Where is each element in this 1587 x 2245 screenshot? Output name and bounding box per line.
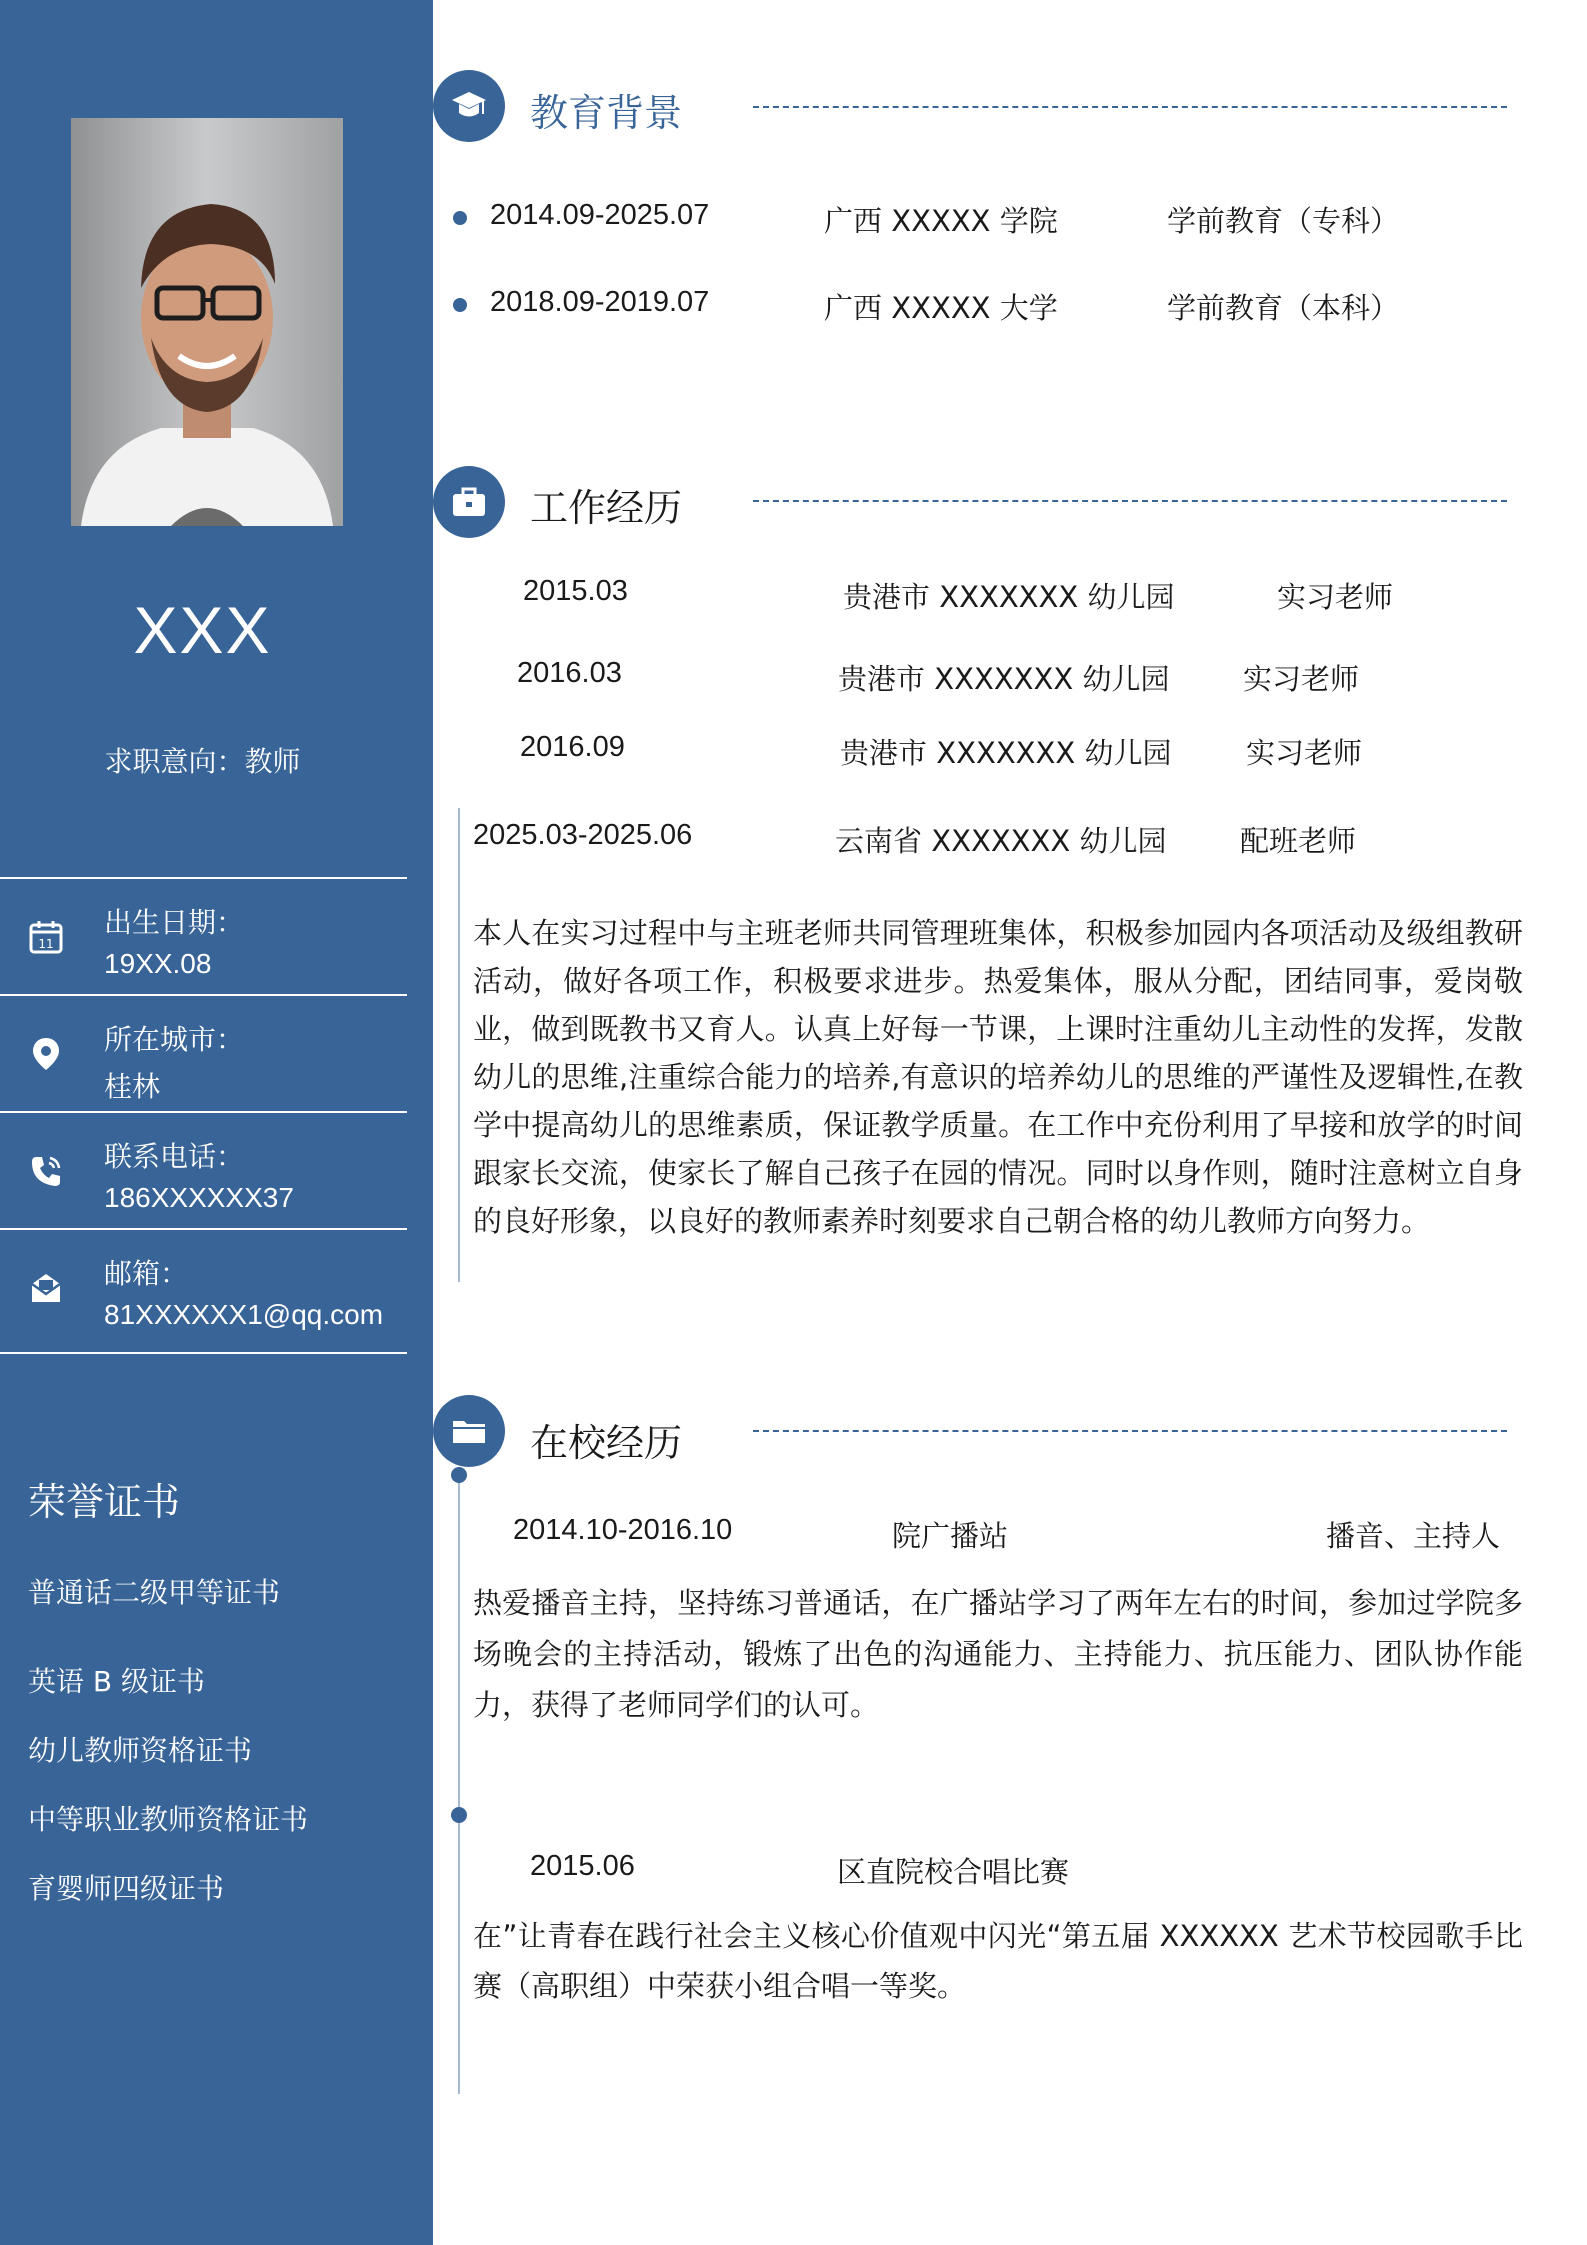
honor-item: 中等职业教师资格证书 — [28, 1803, 309, 1836]
honor-item: 幼儿教师资格证书 — [28, 1734, 253, 1767]
info-divider — [0, 1352, 407, 1354]
work-org: 贵港市 XXXXXXX 幼儿园 — [838, 662, 1170, 696]
sidebar — [0, 0, 433, 2245]
work-description: 本人在实习过程中与主班老师共同管理班集体，积极参加园内各项活动及级组教研活动，做好各项工作，积极要求进步。热爱集体，服从分配，团结同事，爱岗敬业，做到既教书又育人。认真上好每一节课，上课时注重幼儿主动性的发挥，发散幼儿的思维,注重综合能力的培养,有意识的培养幼儿的思维的严谨性及逻辑性,在教学中提高幼儿的思维素质，保证教学质量。在工作中充份利用了早接和放学的时间跟家长交流，使家长了解自己孩子在园的情况。同时以身作则，随时注意树立自身的良好形象，以良好的教师素养时刻要求自己朝合格的幼儿教师方向努力。 — [473, 916, 1523, 1238]
info-value: 81XXXXXX1@qq.com — [104, 1299, 384, 1330]
bullet-dot — [453, 211, 467, 225]
work-org: 贵港市 XXXXXXX 幼儿园 — [843, 580, 1175, 614]
honor-item: 育婴师四级证书 — [28, 1872, 225, 1905]
work-role: 实习老师 — [1243, 662, 1360, 696]
education-school: 广西 XXXXX 大学 — [824, 291, 1058, 325]
work-date: 2016.09 — [520, 731, 625, 763]
info-phone — [0, 1113, 407, 1228]
briefcase-icon — [451, 484, 487, 520]
timeline-line — [458, 808, 460, 1282]
candidate-name: XXX — [133, 593, 272, 667]
education-period: 2014.09-2025.07 — [490, 199, 710, 231]
info-city — [0, 996, 407, 1111]
svg-text:11: 11 — [38, 937, 54, 951]
campus-description: 热爱播音主持，坚持练习普通话，在广播站学习了两年左右的时间，参加过学院多场晚会的主持活动，锻炼了出色的沟通能力、主持能力、抗压能力、团队协作能力，获得了老师同学们的认可。 — [473, 1586, 1523, 1722]
work-date: 2025.03-2025.06 — [473, 819, 693, 851]
timeline-dot — [451, 1467, 467, 1483]
folder-icon — [451, 1413, 487, 1449]
honor-item: 英语 B 级证书 — [28, 1665, 206, 1698]
info-label: 所在城市： — [104, 1023, 245, 1056]
education-section-icon — [433, 70, 505, 142]
info-label: 出生日期： — [104, 906, 245, 939]
campus-org: 院广播站 — [892, 1519, 1009, 1553]
info-value: 19XX.08 — [104, 948, 212, 979]
section-divider — [753, 500, 1507, 502]
location-pin-icon — [28, 1036, 64, 1072]
education-major: 学前教育（本科） — [1167, 291, 1400, 325]
graduation-cap-icon — [451, 88, 487, 124]
work-role: 配班老师 — [1240, 824, 1357, 858]
work-section-title: 工作经历 — [530, 486, 683, 530]
campus-section-title: 在校经历 — [530, 1421, 683, 1465]
campus-role: 播音、主持人 — [1326, 1519, 1501, 1553]
campus-org: 区直院校合唱比赛 — [837, 1855, 1070, 1889]
work-org: 贵港市 XXXXXXX 幼儿园 — [840, 736, 1172, 770]
campus-description: 在”让青春在践行社会主义核心价值观中闪光“第五届 XXXXXX 艺术节校园歌手比赛（高职组）中荣获小组合唱一等奖。 — [473, 1919, 1523, 2003]
info-email — [0, 1230, 407, 1345]
info-label: 邮箱： — [104, 1257, 189, 1290]
info-value: 186XXXXXX37 — [104, 1182, 294, 1213]
work-role: 实习老师 — [1277, 580, 1394, 614]
info-value: 桂林 — [104, 1071, 161, 1102]
work-role: 实习老师 — [1246, 736, 1363, 770]
work-date: 2015.03 — [523, 575, 628, 607]
calendar-icon — [28, 919, 64, 955]
job-objective: 求职意向：教师 — [104, 745, 301, 778]
work-section-icon — [433, 466, 505, 538]
honor-item: 普通话二级甲等证书 — [28, 1576, 281, 1609]
campus-period: 2014.10-2016.10 — [513, 1514, 733, 1546]
education-school: 广西 XXXXX 学院 — [824, 204, 1058, 238]
info-birthdate — [0, 879, 407, 994]
education-period: 2018.09-2019.07 — [490, 286, 710, 318]
education-major: 学前教育（专科） — [1167, 204, 1400, 238]
campus-section-icon — [433, 1395, 505, 1467]
honors-title: 荣誉证书 — [28, 1480, 181, 1524]
profile-photo — [71, 118, 343, 526]
phone-icon — [28, 1153, 64, 1189]
bullet-dot — [453, 298, 467, 312]
info-label: 联系电话： — [104, 1140, 245, 1173]
timeline-line — [458, 1468, 460, 2094]
section-divider — [753, 106, 1507, 108]
campus-period: 2015.06 — [530, 1850, 635, 1882]
work-org: 云南省 XXXXXXX 幼儿园 — [835, 824, 1167, 858]
education-section-title: 教育背景 — [530, 91, 683, 135]
timeline-dot — [451, 1807, 467, 1823]
section-divider — [753, 1430, 1507, 1432]
mail-icon — [28, 1270, 64, 1306]
work-date: 2016.03 — [517, 657, 622, 689]
